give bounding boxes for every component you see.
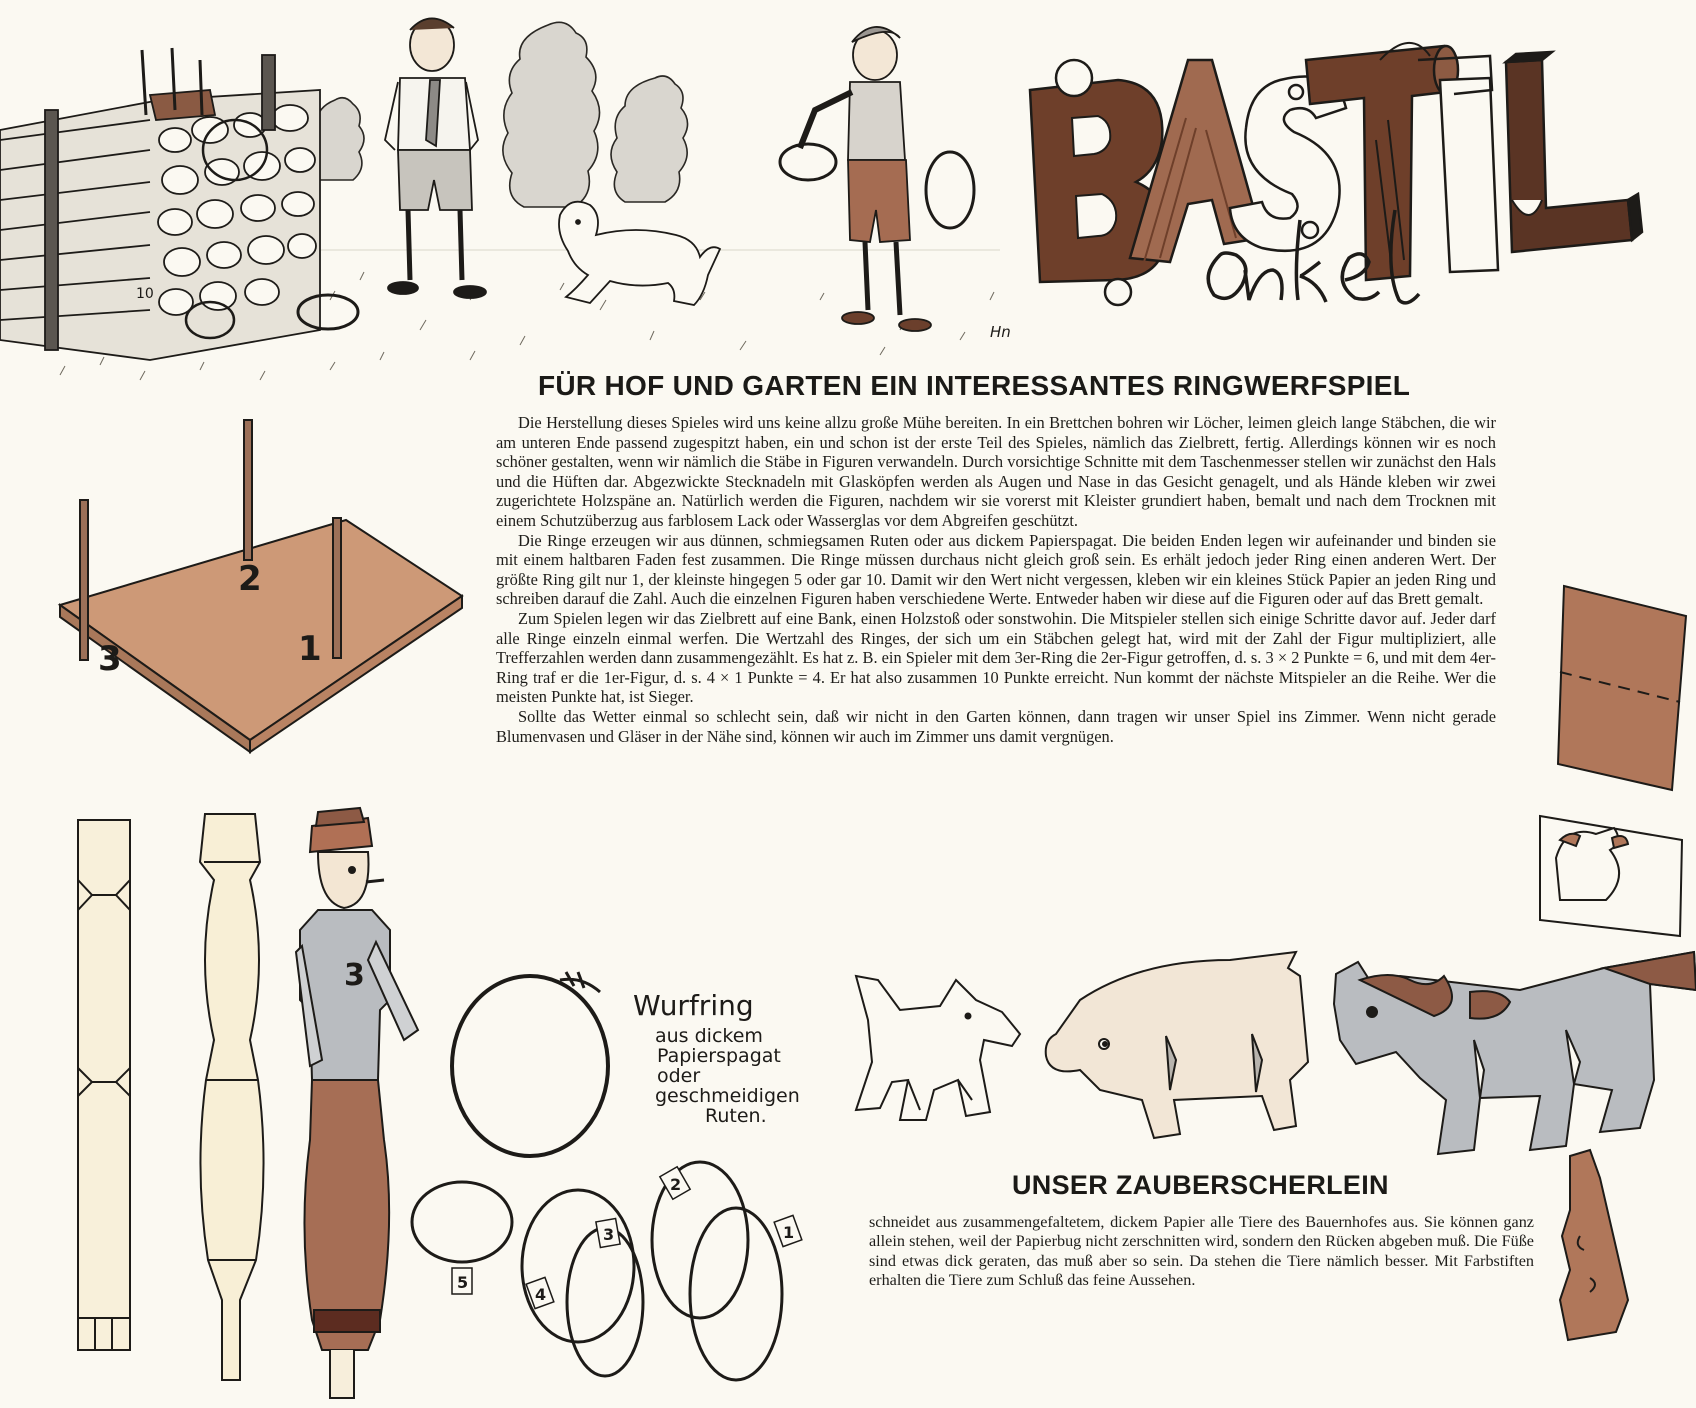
painted-figure [296,808,418,1398]
folded-paper-sheet [1558,586,1686,790]
ring-caption-line-1: aus dickem [655,1025,763,1047]
ring-caption-line-2: Papierspagat [657,1045,781,1067]
ring-tag-5: 5 [457,1273,469,1292]
ring-caption-line-3: oder [657,1065,701,1087]
boy-throwing [780,27,974,331]
target-board [60,420,462,752]
ring-tag-3: 3 [603,1225,615,1244]
paper-dog [856,976,1020,1120]
board-number-3: 3 [98,639,122,679]
wurfring-large [452,972,608,1156]
board-number-2: 2 [238,559,262,599]
sub-article [869,1213,1534,1291]
main-title: FÜR HOF UND GARTEN EIN INTERESSANTES RINGWERFSPIEL [538,370,1411,401]
ring-caption-title: Wurfring [633,989,754,1022]
ring-caption-line-5: Ruten. [705,1105,767,1127]
board-number-1: 1 [298,629,322,669]
paper-hare [1560,1150,1628,1340]
paper-pig [1046,952,1308,1138]
bushes [310,22,688,207]
artist-signature: Hn [990,323,1011,341]
svg-text:10: 10 [136,286,154,302]
ring-caption [633,989,800,1127]
paper-horse [1334,952,1696,1154]
ring-caption-line-4: geschmeidigen [655,1085,800,1107]
woodpile [0,48,320,360]
bastel-onkel-logo [1030,43,1642,305]
dog [559,202,720,305]
article-paragraph-3: Zum Spielen legen wir das Zielbrett auf eine Bank, einen Holzstoß oder sonstwohin. Die Mitspieler stellen sich einige Schritte davor auf. Jeder darf alle Ringe einzeln einmal werfen. Die Wertzahl des Ringes, der sich um ein Stäbchen gelegt hat, wird mit der Zahl der Figur multipliziert, alle Trefferzahlen werden dann zusammengezählt. Es hat z. B. ein Spieler mit dem 3er-Ring die 2er-Figur getroffen, d. s. 3 × 2 Punkte = 6, und mit dem 4er-Ring traf er die 1er-Figur, d. s. 4 × 1 Punkte = 4. Er hat also zusammen 10 Punkte erreicht. Nun kommt der nächste Mitspieler an die Reihe. Wer die meisten Punkte hat, ist Sieger. [496,608,1496,707]
logo-letter-i [1440,78,1498,272]
sub-title: UNSER ZAUBERSCHERLEIN [1012,1170,1389,1200]
logo-letter-l [1506,60,1632,252]
article-paragraph-1: Die Herstellung dieses Spieles wird uns keine allzu große Mühe bereiten. In ein Brettchen bohren wir Löcher, leimen gleich lange Stäbchen, die wir am unteren Ende passend zugespitzt haben, ein und schon ist der erste Teil des Spieles, nämlich das Zielbrett, fertig. Allerdings können wir es noch schöner gestalten, wenn wir nämlich die Stäbe in Figuren verwandeln. Durch vorsichtige Schnitte mit dem Taschenmesser stellen wir zunächst den Hals und die Hüften dar. Abgezwickte Stecknadeln mit Glasköpfen werden als Augen und Nase in das Gesicht genagelt, und als Hände kleben wir zwei zugerichtete Holzspäne an. Natürlich werden die Figuren, nachdem wir sie vorerst mit Kleister grundiert haben, bemalt und nach dem Trocknen mit einem Schutzüberzug aus farblosem Lack oder Wasserglas vor dem Abgreifen geschützt. [496,413,1496,530]
ring-tag-4: 4 [535,1285,547,1304]
ring-tag-2: 2 [670,1175,682,1194]
boy-standing [385,18,486,298]
garden-scene [0,18,1011,380]
figure-number: 3 [344,958,365,993]
main-article [496,413,1496,746]
article-paragraph-2: Die Ringe erzeugen wir aus dünnen, schmiegsamen Ruten oder aus dickem Papierspagat. Die beiden Enden legen wir aufeinander und binden sie mit einem haltbaren Faden fest zusammen. Die Ringe müssen durchaus nicht gleich groß sein. Es erhält jedoch jeder Ring einen anderen Wert. Der größte Ring gilt nur 1, der kleinste hingegen 5 oder gar 10. Damit wir den Wert nicht vergessen, kleben wir ein kleines Stück Papier an jeden Ring und schreiben darauf die Zahl. Auch die einzelnen Figuren haben verschiedene Werte. Entweder haben wir diese auf die Figuren oder auf das Brett gemalt. [496,530,1496,609]
folded-paper-rooster [1540,816,1682,936]
ring-tag-1: 1 [783,1223,795,1242]
article-paragraph-4: Sollte das Wetter einmal so schlecht sein, daß wir nicht in den Garten können, dann tragen wir unser Spiel ins Zimmer. Wenn nicht gerade Blumenvasen und Gläser in der Nähe sind, können wir auch im Zimmer uns damit vergnügen. [496,706,1496,746]
sub-article-paragraph: schneidet aus zusammengefaltetem, dickem Papier alle Tiere des Bauernhofes aus. Sie können ganz allein stehen, weil der Papierbug nicht zerschnitten wird, sondern den Rücken abgeben muß. Die Füße sind etwas dick geraten, das muß aber so sein. Da stehen die Tiere nämlich besser. Mit Farbstiften erhalten die Tiere zum Schluß das feine Aussehen. [869,1213,1534,1290]
stick-plain [78,820,130,1350]
stick-carved [200,814,264,1380]
